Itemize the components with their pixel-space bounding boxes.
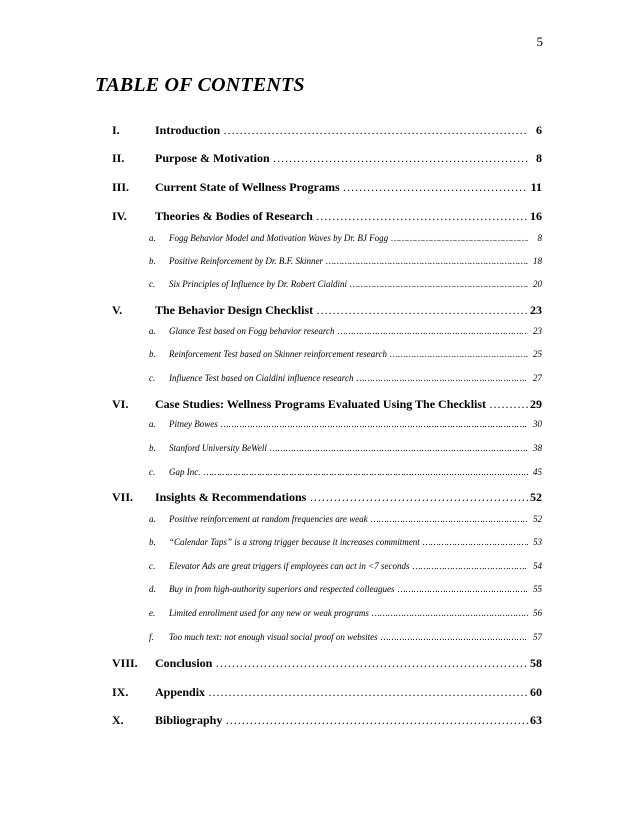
subentry-page: 55 (533, 584, 542, 594)
subentry-title: Positive Reinforcement by Dr. B.F. Skinner (169, 256, 323, 266)
subentry-letter: a. (149, 419, 156, 429)
subentry-page: 53 (533, 537, 542, 547)
subentry-title: Glance Test based on Fogg behavior research (169, 326, 335, 336)
toc-entry-case-studies[interactable] (112, 397, 542, 412)
dot-leader (353, 373, 528, 383)
subentry-page: 30 (533, 419, 542, 429)
toc-title: TABLE OF CONTENTS (95, 74, 305, 96)
dot-leader (368, 514, 528, 524)
toc-entry-appendix[interactable] (112, 685, 542, 700)
toc-subentry-limited-enrollment[interactable] (149, 608, 542, 618)
entry-number: IX. (112, 685, 129, 699)
subentry-title: Limited enrollment used for any new or weak programs (169, 608, 369, 618)
entry-number: II. (112, 151, 125, 165)
entry-page: 63 (530, 713, 542, 727)
toc-subentry-gap-inc[interactable] (149, 467, 542, 477)
subentry-page: 18 (533, 256, 542, 266)
toc-subentry-skinner[interactable] (149, 256, 542, 266)
dot-leader (270, 151, 528, 166)
toc-subentry-influence-test[interactable] (149, 373, 542, 383)
subentry-page: 54 (533, 561, 542, 571)
toc-entry-behavior-checklist[interactable] (112, 303, 542, 318)
toc-entry-current-state[interactable] (112, 180, 542, 195)
subentry-page: 56 (533, 608, 542, 618)
subentry-letter: b. (149, 537, 156, 547)
dot-leader (222, 713, 528, 728)
subentry-page: 8 (537, 233, 542, 243)
dot-leader (369, 608, 528, 618)
subentry-page: 20 (533, 279, 542, 289)
dot-leader (378, 632, 528, 642)
subentry-page: 25 (533, 349, 542, 359)
entry-title: The Behavior Design Checklist (155, 303, 314, 317)
subentry-title: Influence Test based on Cialdini influence research (169, 373, 354, 383)
dot-leader (347, 279, 528, 289)
entry-number: X. (112, 713, 124, 727)
subentry-letter: b. (149, 443, 156, 453)
toc-subentry-reinforcement-test[interactable] (149, 349, 542, 359)
dot-leader (220, 123, 528, 138)
subentry-letter: a. (149, 233, 156, 243)
dot-leader (313, 303, 528, 318)
subentry-page: 52 (533, 514, 542, 524)
entry-number: IV. (112, 209, 127, 223)
toc-subentry-glance-test[interactable] (149, 326, 542, 336)
toc-subentry-stanford-bewell[interactable] (149, 443, 542, 453)
toc-subentry-too-much-text[interactable] (149, 632, 542, 642)
dot-leader (387, 349, 528, 359)
dot-leader (212, 656, 528, 671)
entry-page: 60 (530, 685, 542, 699)
subentry-page: 27 (533, 373, 542, 383)
dot-leader (201, 467, 529, 477)
subentry-title: Pitney Bowes (169, 419, 218, 429)
subentry-page: 45 (533, 467, 542, 477)
entry-number: I. (112, 123, 120, 137)
toc-subentry-buy-in[interactable] (149, 584, 542, 594)
dot-leader (388, 233, 528, 243)
entry-number: III. (112, 180, 130, 194)
dot-leader (205, 685, 528, 700)
dot-leader (323, 256, 528, 266)
subentry-letter: b. (149, 256, 156, 266)
entry-title: Current State of Wellness Programs (155, 180, 340, 194)
entry-title: Insights & Recommendations (155, 490, 307, 504)
subentry-title: Stanford University BeWell (169, 443, 267, 453)
dot-leader (395, 584, 528, 594)
subentry-title: Fogg Behavior Model and Motivation Waves by Dr. BJ Fogg (169, 233, 389, 243)
entry-title: Case Studies: Wellness Programs Evaluated Using The Checklist (155, 397, 487, 411)
entry-title: Bibliography (155, 713, 223, 727)
entry-page: 52 (530, 490, 542, 504)
subentry-letter: a. (149, 514, 156, 524)
subentry-title: “Calendar Taps” is a strong trigger because it increases commitment (169, 537, 420, 547)
subentry-letter: b. (149, 349, 156, 359)
toc-entry-bibliography[interactable] (112, 713, 542, 728)
dot-leader (409, 561, 528, 571)
entry-page: 58 (530, 656, 542, 670)
subentry-title: Too much text: not enough visual social proof on websites (169, 632, 378, 642)
entry-title: Theories & Bodies of Research (155, 209, 313, 223)
subentry-letter: c. (149, 373, 156, 383)
subentry-title: Six Principles of Influence by Dr. Robert Cialdini (169, 279, 347, 289)
subentry-title: Gap Inc. (169, 467, 201, 477)
toc-subentry-calendar-taps[interactable] (149, 537, 542, 547)
entry-number: V. (112, 303, 123, 317)
dot-leader (486, 397, 528, 412)
dot-leader (267, 443, 528, 453)
entry-page: 11 (530, 180, 542, 194)
subentry-page: 57 (533, 632, 542, 642)
subentry-title: Buy in from high-authority superiors and respected colleagues (169, 584, 395, 594)
subentry-page: 23 (533, 326, 542, 336)
page-number: 5 (536, 34, 543, 49)
entry-title: Appendix (155, 685, 206, 699)
subentry-letter: c. (149, 467, 156, 477)
entry-number: VIII. (112, 656, 138, 670)
toc-entry-theories-research[interactable] (112, 209, 542, 224)
dot-leader (218, 419, 528, 429)
entry-title: Introduction (155, 123, 221, 137)
subentry-letter: f. (149, 632, 154, 642)
subentry-letter: c. (149, 279, 156, 289)
toc-entry-conclusion[interactable] (112, 656, 542, 671)
entry-page: 16 (530, 209, 542, 223)
entry-title: Purpose & Motivation (155, 151, 270, 165)
toc-subentry-cialdini[interactable] (149, 279, 542, 289)
subentry-page: 38 (533, 443, 542, 453)
entry-number: VI. (112, 397, 129, 411)
entry-page: 8 (536, 151, 542, 165)
dot-leader (420, 537, 528, 547)
dot-leader (306, 490, 528, 505)
entry-page: 29 (530, 397, 542, 411)
subentry-letter: a. (149, 326, 156, 336)
subentry-title: Elevator Ads are great triggers if employees can act in <7 seconds (169, 561, 410, 571)
subentry-title: Reinforcement Test based on Skinner reinforcement research (169, 349, 387, 359)
toc-entry-introduction[interactable] (112, 123, 542, 138)
toc-entry-purpose-motivation[interactable] (112, 151, 542, 166)
dot-leader (313, 209, 528, 224)
toc-entry-insights[interactable] (112, 490, 542, 505)
subentry-letter: d. (149, 584, 156, 594)
toc-subentry-elevator-ads[interactable] (149, 561, 542, 571)
dot-leader (340, 180, 528, 195)
subentry-letter: e. (149, 608, 156, 618)
toc-subentry-pitney-bowes[interactable] (149, 419, 542, 429)
toc-subentry-fogg[interactable] (149, 233, 542, 243)
entry-page: 23 (530, 303, 542, 317)
dot-leader (334, 326, 528, 336)
subentry-title: Positive reinforcement at random frequencies are weak (169, 514, 368, 524)
entry-page: 6 (536, 123, 542, 137)
toc-subentry-random-frequencies[interactable] (149, 514, 542, 524)
entry-number: VII. (112, 490, 134, 504)
subentry-letter: c. (149, 561, 156, 571)
entry-title: Conclusion (155, 656, 213, 670)
